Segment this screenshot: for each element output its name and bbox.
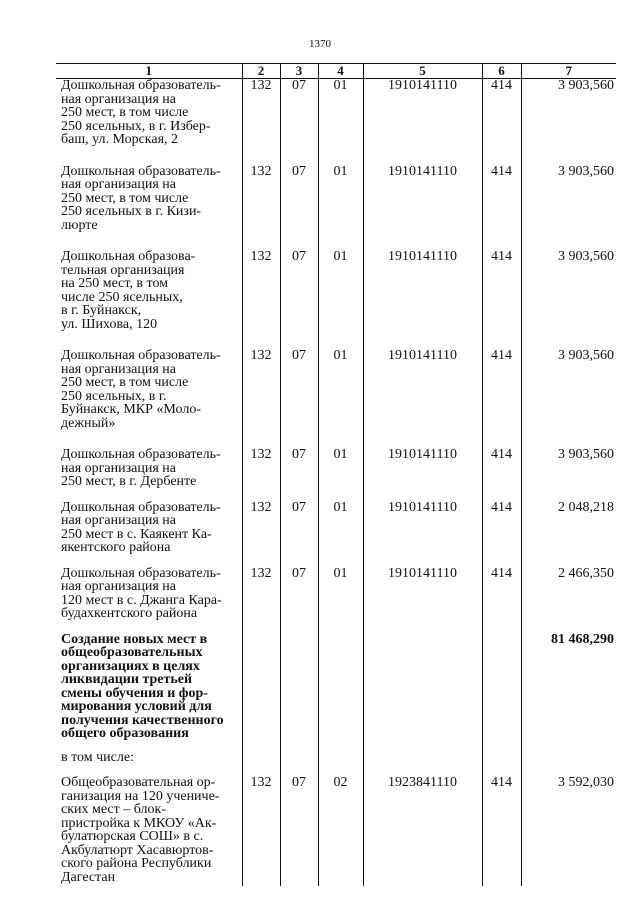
row-target-article-cell: 1910141110 xyxy=(363,165,482,251)
row-code-cell: 132 xyxy=(242,79,280,165)
row-code-cell xyxy=(242,751,280,777)
table-row xyxy=(56,448,616,501)
row-amount-cell: 3 903,560 xyxy=(521,448,616,501)
page-number: 1370 xyxy=(309,38,331,50)
row-name-cell: Дошкольная образователь- ная организация на 250 мест, в г. Дербенте xyxy=(61,447,221,489)
row-expense-type-cell: 414 xyxy=(482,250,521,349)
row-code-cell: 132 xyxy=(242,776,280,886)
row-subsection-cell: 01 xyxy=(318,501,363,567)
row-target-article-cell: 1910141110 xyxy=(363,448,482,501)
row-section-cell: 07 xyxy=(280,349,318,448)
row-subsection-cell: 01 xyxy=(318,79,363,165)
row-target-article-cell: 1910141110 xyxy=(363,349,482,448)
row-section-cell: 07 xyxy=(280,250,318,349)
row-subsection-cell: 01 xyxy=(318,165,363,251)
row-subsection-cell: 02 xyxy=(318,776,363,886)
row-code-cell xyxy=(242,633,280,751)
row-target-article-cell: 1910141110 xyxy=(363,79,482,165)
row-code-cell: 132 xyxy=(242,448,280,501)
row-amount-cell: 3 903,560 xyxy=(521,250,616,349)
row-section-cell: 07 xyxy=(280,501,318,567)
row-subsection-cell xyxy=(318,633,363,751)
row-subsection-cell xyxy=(318,751,363,777)
table-row xyxy=(56,349,616,448)
row-name-cell: в том числе: xyxy=(61,749,134,765)
table-row xyxy=(56,501,616,567)
row-section-cell xyxy=(280,751,318,777)
row-target-article-cell: 1910141110 xyxy=(363,250,482,349)
row-expense-type-cell: 414 xyxy=(482,776,521,886)
row-section-cell: 07 xyxy=(280,79,318,165)
table-row xyxy=(56,165,616,251)
row-section-cell xyxy=(280,633,318,751)
row-subsection-cell: 01 xyxy=(318,349,363,448)
row-expense-type-cell: 414 xyxy=(482,79,521,165)
row-expense-type-cell: 414 xyxy=(482,567,521,633)
row-amount-cell: 3 903,560 xyxy=(521,79,616,165)
row-amount-cell: 3 592,030 xyxy=(521,776,616,886)
row-target-article-cell: 1910141110 xyxy=(363,501,482,567)
row-target-article-cell: 1923841110 xyxy=(363,776,482,886)
row-section-cell: 07 xyxy=(280,165,318,251)
column-header: 2 xyxy=(242,64,280,79)
row-expense-type-cell xyxy=(482,633,521,751)
row-name-cell: Дошкольная образователь- ная организация на 250 мест, в том числе 250 ясельных, в г. Избер- баш, ул. Морская, 2 xyxy=(61,78,221,147)
row-expense-type-cell: 414 xyxy=(482,501,521,567)
row-amount-cell: 81 468,290 xyxy=(521,633,616,751)
row-code-cell: 132 xyxy=(242,501,280,567)
table-body xyxy=(56,79,616,887)
column-header: 5 xyxy=(363,64,482,79)
row-code-cell: 132 xyxy=(242,349,280,448)
row-expense-type-cell: 414 xyxy=(482,165,521,251)
row-amount-cell: 3 903,560 xyxy=(521,165,616,251)
row-name-cell: Общеобразовательная ор- ганизация на 120 учениче- ских мест – блок- пристройка к МКОУ «Ак- булатюрская СОШ» в с. Акбулатюрт Хасавюртов- ского района Республики Дагестан xyxy=(61,775,220,885)
table-row xyxy=(56,250,616,349)
row-name-cell: Дошкольная образова- тельная организация на 250 мест, в том числе 250 ясельных, в г. Буйнакск, ул. Шихова, 120 xyxy=(61,249,196,332)
row-code-cell: 132 xyxy=(242,165,280,251)
row-amount-cell xyxy=(521,751,616,777)
row-expense-type-cell xyxy=(482,751,521,777)
row-target-article-cell xyxy=(363,633,482,751)
row-code-cell: 132 xyxy=(242,250,280,349)
row-target-article-cell xyxy=(363,751,482,777)
row-name-cell: Создание новых мест в общеобразовательных организациях в целях ликвидации третьей смены обучения и фор- мирования условий для получения качественного общего образования xyxy=(61,631,224,741)
column-header: 1 xyxy=(56,64,242,79)
table-row xyxy=(56,567,616,633)
row-amount-cell: 2 466,350 xyxy=(521,567,616,633)
row-amount-cell: 2 048,218 xyxy=(521,501,616,567)
row-subsection-cell: 01 xyxy=(318,250,363,349)
table-row xyxy=(56,776,616,886)
row-subsection-cell: 01 xyxy=(318,567,363,633)
row-name-cell: Дошкольная образователь- ная организация на 120 мест в с. Джанга Кара- будахкентского района xyxy=(61,565,222,621)
table-row xyxy=(56,633,616,751)
row-target-article-cell: 1910141110 xyxy=(363,567,482,633)
row-expense-type-cell: 414 xyxy=(482,349,521,448)
row-name-cell: Дошкольная образователь- ная организация на 250 мест, в том числе 250 ясельных, в г. Буйнакск, МКР «Моло- дежный» xyxy=(61,348,221,431)
row-section-cell: 07 xyxy=(280,567,318,633)
table-header-row xyxy=(56,64,616,79)
row-section-cell: 07 xyxy=(280,776,318,886)
row-name-cell: Дошкольная образователь- ная организация на 250 мест, в том числе 250 ясельных в г. Кизи- люрте xyxy=(61,163,221,233)
table-row xyxy=(56,79,616,165)
row-name-cell: Дошкольная образователь- ная организация на 250 мест в с. Каякент Ка- якентского района xyxy=(61,499,221,555)
row-code-cell: 132 xyxy=(242,567,280,633)
column-header: 7 xyxy=(521,64,616,79)
budget-table xyxy=(56,63,616,886)
column-header: 6 xyxy=(482,64,521,79)
row-subsection-cell: 01 xyxy=(318,448,363,501)
table-row xyxy=(56,751,616,777)
row-expense-type-cell: 414 xyxy=(482,448,521,501)
row-amount-cell: 3 903,560 xyxy=(521,349,616,448)
column-header: 4 xyxy=(318,64,363,79)
column-header: 3 xyxy=(280,64,318,79)
row-section-cell: 07 xyxy=(280,448,318,501)
